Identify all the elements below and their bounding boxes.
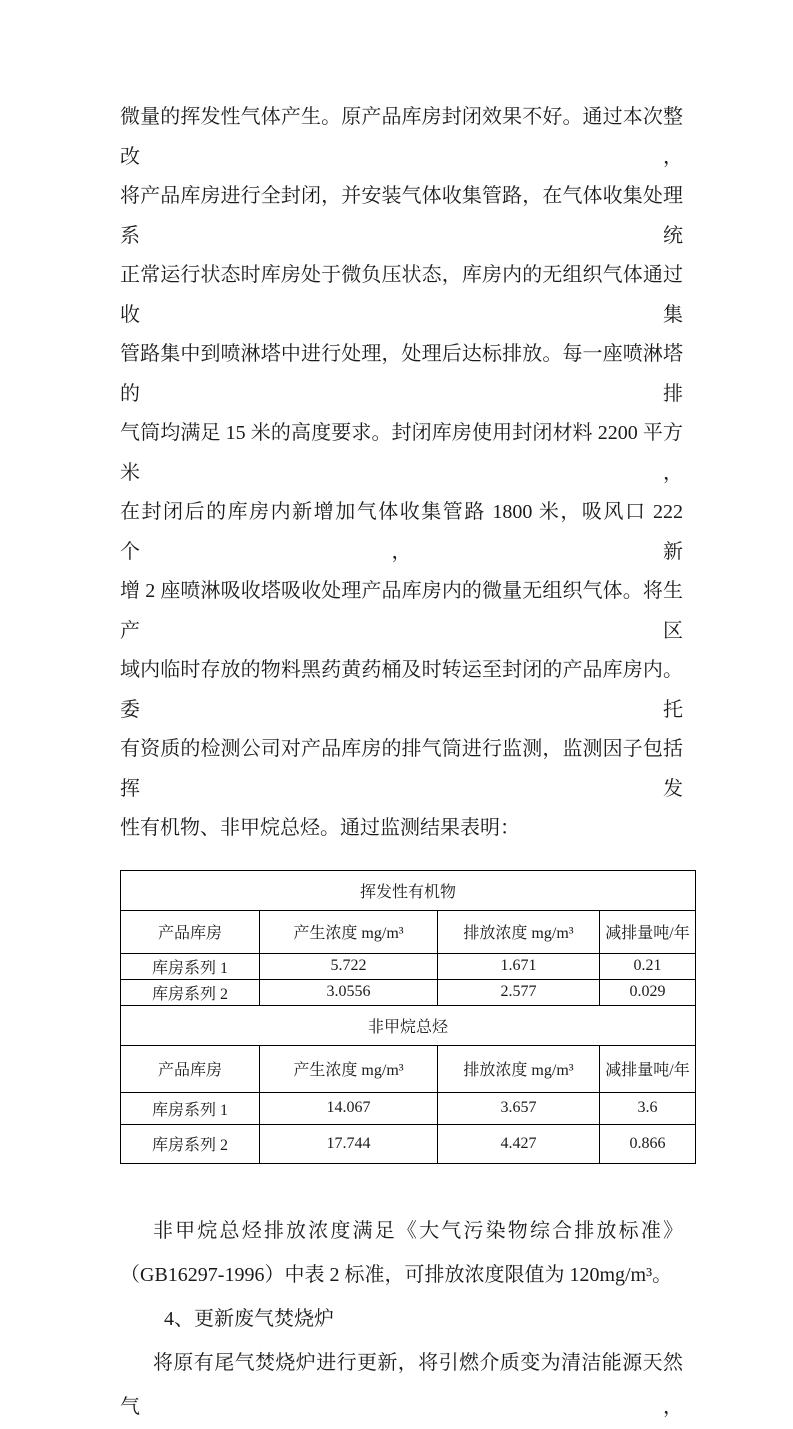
- page-content: [120, 98, 690, 1429]
- table-cell: 库房系列 2: [121, 979, 260, 1005]
- table-cell: 14.067: [260, 1092, 438, 1124]
- text-line: 管路集中到喷淋塔中进行处理，处理后达标排放。每一座喷淋塔的排: [120, 343, 683, 405]
- standard-ref-line: （GB16297-1996）中表 2 标准，可排放浓度限值为 120mg/m³。: [120, 1263, 673, 1286]
- text-line: 在封闭后的库房内新增加气体收集管路 1800 米，吸风口 222 个，新: [120, 501, 683, 563]
- text-line: 微量的挥发性气体产生。原产品库房封闭效果不好。通过本次整改，: [120, 106, 683, 168]
- text-line: 将产品库房进行全封闭，并安装气体收集管路，在气体收集处理系统: [120, 185, 683, 247]
- standard-ref-line: 非甲烷总烃排放浓度满足《大气污染物综合排放标准》: [153, 1219, 683, 1242]
- closing-block: [120, 1209, 683, 1429]
- table-row: [121, 1124, 696, 1163]
- table-row: [121, 979, 696, 1005]
- table-row: [121, 870, 696, 910]
- text-line: 气筒均满足 15 米的高度要求。封闭库房使用封闭材料 2200 平方米，: [120, 422, 683, 484]
- table-cell: 2.577: [438, 979, 600, 1005]
- text-line: 域内临时存放的物料黑药黄药桶及时转运至封闭的产品库房内。委托: [120, 659, 683, 721]
- column-header-generated-concentration: 产生浓度 mg/m³: [260, 910, 438, 953]
- text-line: 正常运行状态时库房处于微负压状态，库房内的无组织气体通过收集: [120, 264, 683, 326]
- table-cell: 3.657: [438, 1092, 600, 1124]
- table-section-title-nmhc: 非甲烷总烃: [121, 1005, 696, 1045]
- table-cell: 3.0556: [260, 979, 438, 1005]
- table-cell: 3.6: [600, 1092, 696, 1124]
- text-line: 增 2 座喷淋吸收塔吸收处理产品库房内的微量无组织气体。将生产区: [120, 580, 683, 642]
- table-cell: 库房系列 1: [121, 1092, 260, 1124]
- table-row: [121, 910, 696, 953]
- table-row: [121, 1045, 696, 1092]
- table-cell: 库房系列 1: [121, 953, 260, 979]
- table-cell: 0.029: [600, 979, 696, 1005]
- text-line: 有资质的检测公司对产品库房的排气筒进行监测，监测因子包括挥发: [120, 738, 683, 800]
- column-header-reduction: 减排量吨/年: [600, 910, 696, 953]
- column-header-emission-concentration: 排放浓度 mg/m³: [438, 910, 600, 953]
- update-paragraph-line: 将原有尾气焚烧炉进行更新，将引燃介质变为清洁能源天然气，: [120, 1351, 683, 1418]
- intro-paragraph: [120, 98, 683, 849]
- table-cell: 库房系列 2: [121, 1124, 260, 1163]
- column-header-warehouse: 产品库房: [121, 910, 260, 953]
- table-cell: 4.427: [438, 1124, 600, 1163]
- column-header-warehouse-2: 产品库房: [121, 1045, 260, 1092]
- table-row: [121, 1005, 696, 1045]
- table-cell: 5.722: [260, 953, 438, 979]
- monitoring-results-table: [120, 870, 696, 1164]
- table-row: [121, 953, 696, 979]
- table-cell: 0.866: [600, 1124, 696, 1163]
- item4-heading: 4、更新废气焚烧炉: [164, 1307, 334, 1330]
- table-cell: 0.21: [600, 953, 696, 979]
- table-cell: 1.671: [438, 953, 600, 979]
- column-header-reduction-2: 减排量吨/年: [600, 1045, 696, 1092]
- column-header-generated-concentration-2: 产生浓度 mg/m³: [260, 1045, 438, 1092]
- table-row: [121, 1092, 696, 1124]
- table-cell: 17.744: [260, 1124, 438, 1163]
- table-section-title-voc: 挥发性有机物: [121, 870, 696, 910]
- text-line: 性有机物、非甲烷总烃。通过监测结果表明：: [120, 817, 520, 839]
- column-header-emission-concentration-2: 排放浓度 mg/m³: [438, 1045, 600, 1092]
